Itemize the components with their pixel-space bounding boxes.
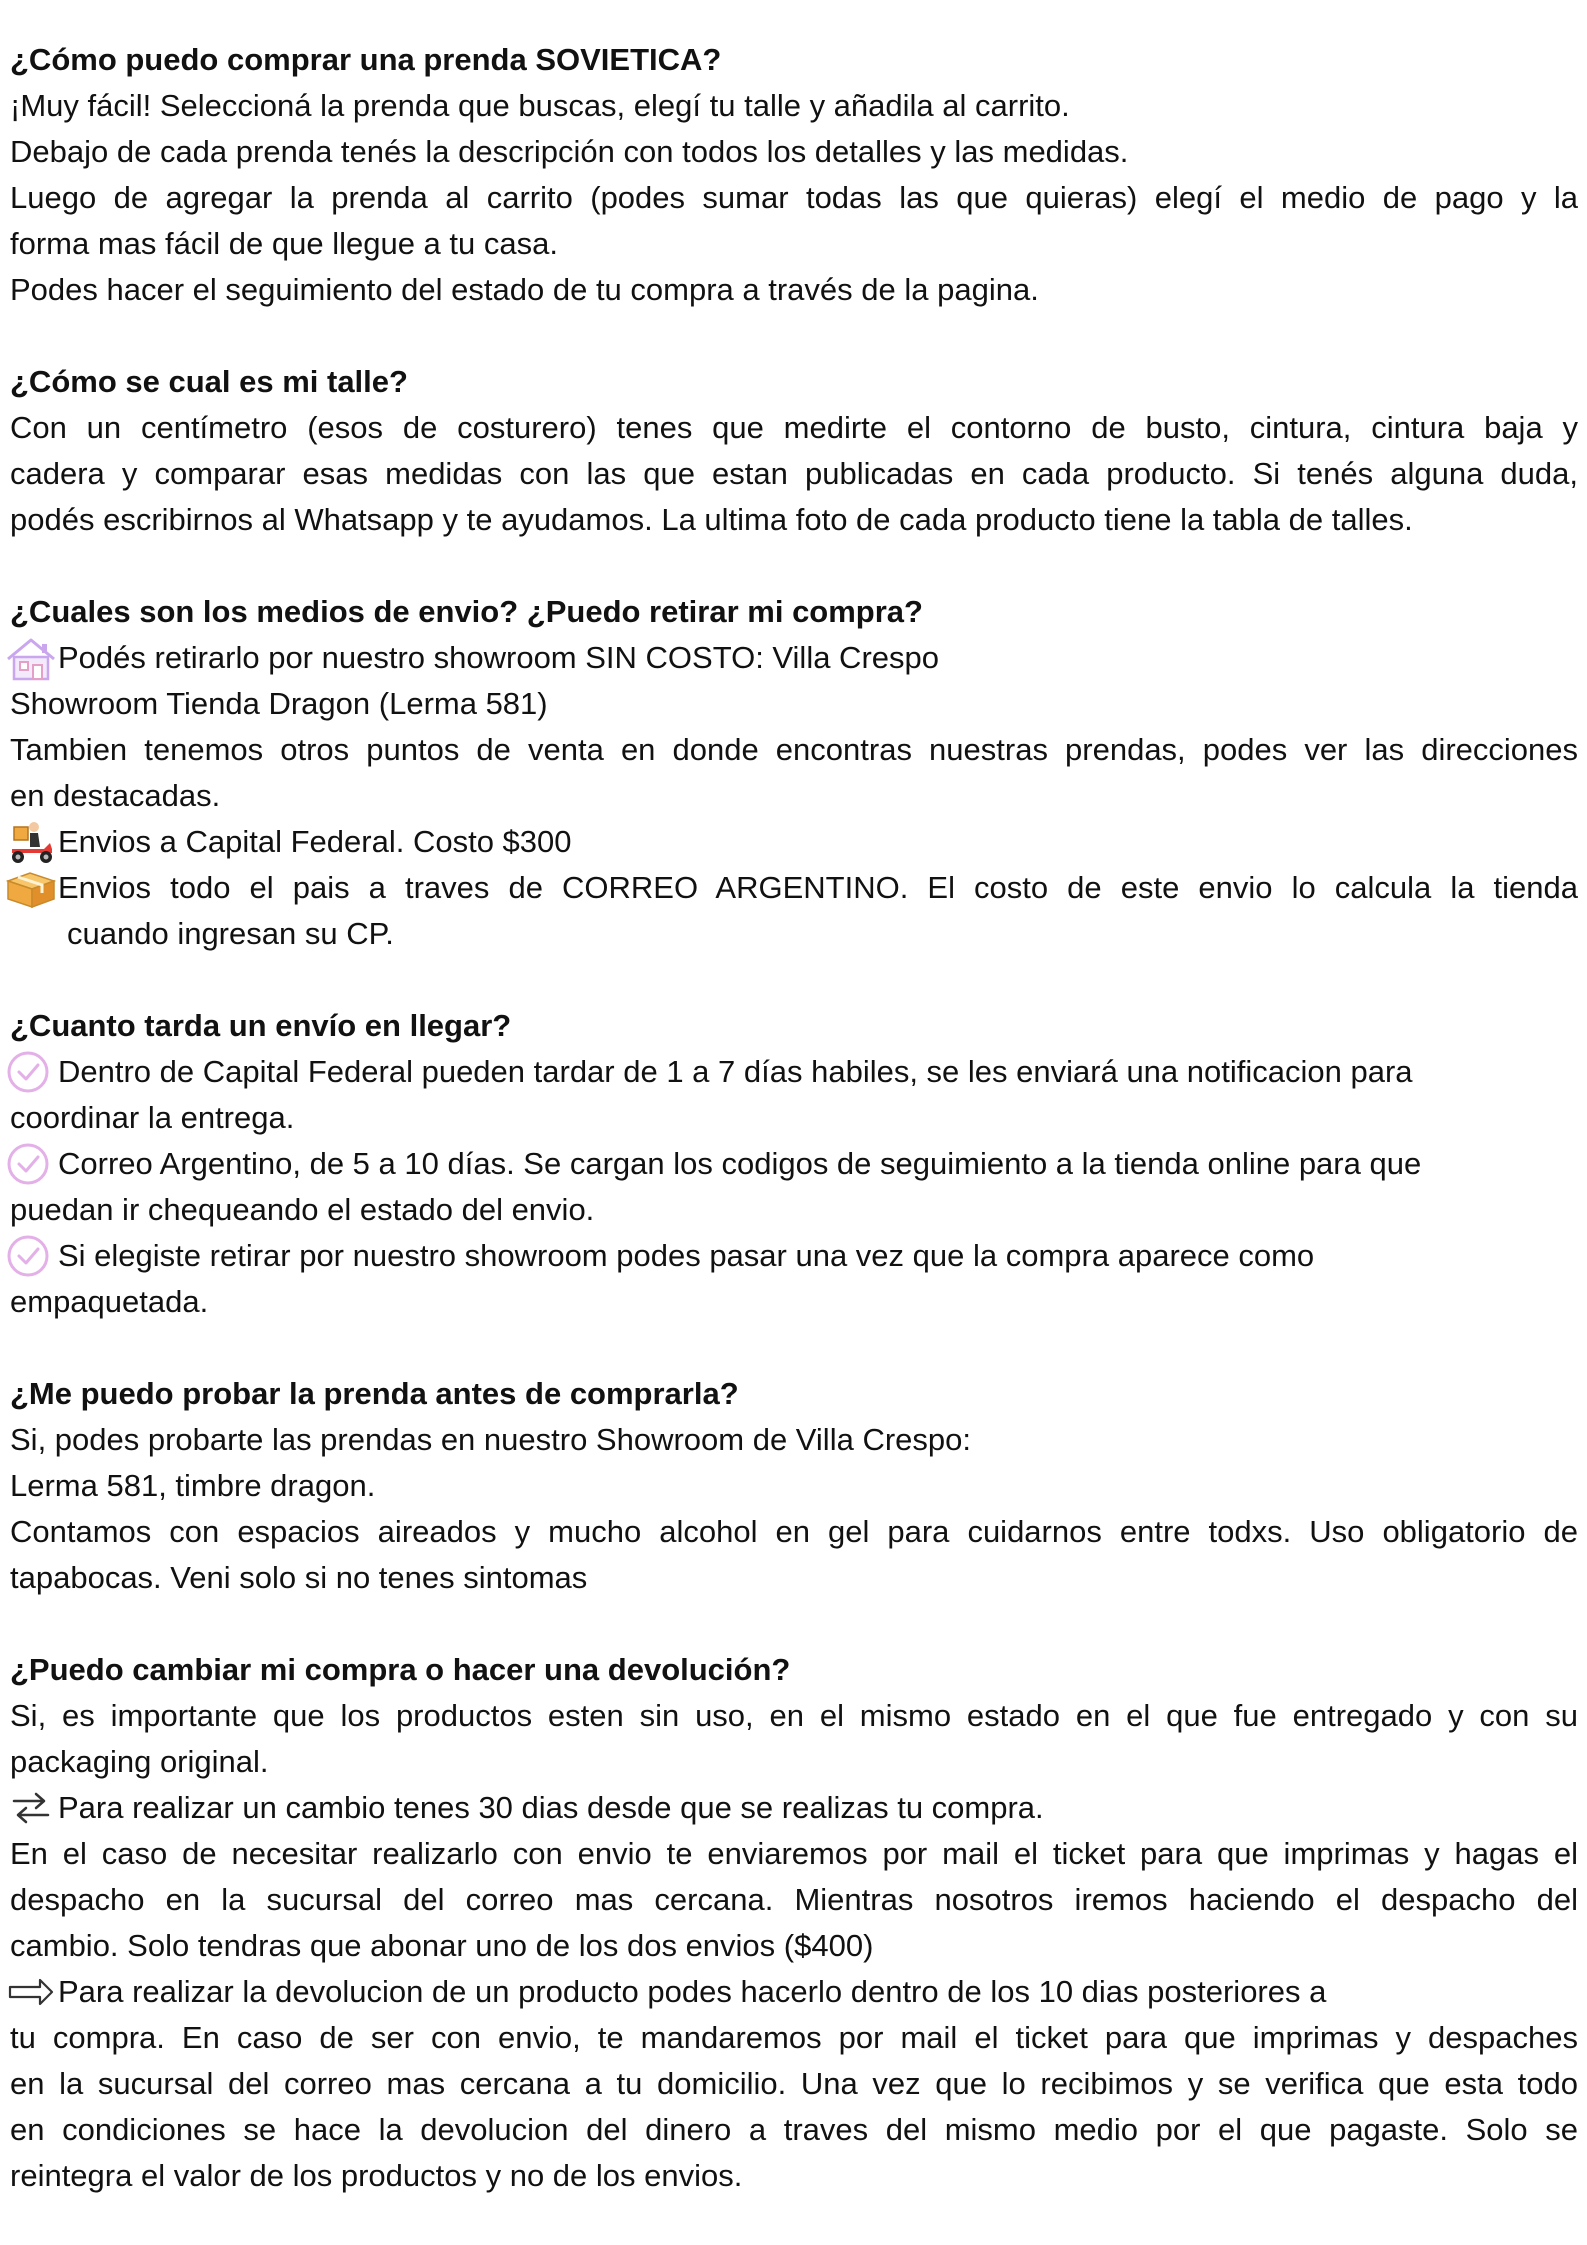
faq-question-title: ¿Puedo cambiar mi compra o hacer una devolución? (10, 1652, 791, 1687)
spacer (10, 543, 1578, 589)
faq-answer-line: Luego de agregar la prenda al carrito (podes sumar todas las que quieras) elegí el medio de pago y la (10, 180, 1578, 215)
faq-answer-line: podés escribirnos al Whatsapp y te ayudamos. La ultima foto de cada producto tiene la tabla de talles. (10, 502, 1413, 537)
faq-answer-line: Correo Argentino, de 5 a 10 días. Se cargan los codigos de seguimiento a la tienda online para que (58, 1146, 1422, 1181)
faq-answer-line: Con un centímetro (esos de costurero) tenes que medirte el contorno de busto, cintura, cintura baja y (10, 410, 1578, 445)
faq-answer-line: Si, es importante que los productos esten sin uso, en el mismo estado en el que fue entregado y con su (10, 1698, 1578, 1733)
faq-question-title: ¿Me puedo probar la prenda antes de comprarla? (10, 1376, 739, 1411)
faq-answer-line: Tambien tenemos otros puntos de venta en donde encontras nuestras prendas, podes ver las direcciones (10, 732, 1578, 767)
pickup-option (10, 635, 1578, 681)
return-arrow-icon (4, 1969, 58, 2015)
faq-answer-line: Si elegiste retirar por nuestro showroom podes pasar una vez que la compra aparece como (58, 1238, 1315, 1273)
house-icon (4, 635, 58, 681)
faq-answer-line: Podes hacer el seguimiento del estado de tu compra a través de la pagina. (10, 272, 1039, 307)
faq-answer-line: en condiciones se hace la devolucion del dinero a traves del mismo medio por el que pagaste. Solo se (10, 2112, 1578, 2147)
package-icon (4, 865, 58, 911)
spacer (10, 1325, 1578, 1371)
faq-answer-line: empaquetada. (10, 1284, 209, 1319)
faq-answer-line: packaging original. (10, 1744, 269, 1779)
faq-answer-line: Para realizar un cambio tenes 30 dias desde que se realizas tu compra. (58, 1790, 1044, 1825)
faq-answer-line: forma mas fácil de que llegue a tu casa. (10, 226, 558, 261)
faq-answer-line: tu compra. En caso de ser con envio, te mandaremos por mail el ticket para que imprimas y despaches (10, 2020, 1578, 2055)
return-policy (10, 1969, 1578, 2015)
faq-answer-line: ¡Muy fácil! Seleccioná la prenda que buscas, elegí tu talle y añadila al carrito. (10, 88, 1070, 123)
faq-question-title: ¿Cómo se cual es mi talle? (10, 364, 408, 399)
faq-answer-line: Dentro de Capital Federal pueden tardar de 1 a 7 días habiles, se les enviará una notificacion para (58, 1054, 1413, 1089)
exchange-policy (10, 1785, 1578, 1831)
faq-answer-line: Si, podes probarte las prendas en nuestro Showroom de Villa Crespo: (10, 1422, 971, 1457)
faq-answer-line: cambio. Solo tendras que abonar uno de los dos envios ($400) (10, 1928, 874, 1963)
faq-answer-line: En el caso de necesitar realizarlo con envio te enviaremos por mail el ticket para que imprimas y hagas el (10, 1836, 1578, 1871)
faq-answer-line: puedan ir chequeando el estado del envio. (10, 1192, 595, 1227)
faq-answer-line: Envios todo el pais a traves de CORREO ARGENTINO. El costo de este envio lo calcula la tienda (58, 870, 1578, 905)
faq-answer-line: Showroom Tienda Dragon (Lerma 581) (10, 686, 548, 721)
faq-question-title: ¿Cuales son los medios de envio? ¿Puedo retirar mi compra? (10, 594, 923, 629)
delivery-time-correo (10, 1141, 1578, 1187)
check-circle-icon (4, 1049, 58, 1095)
capital-shipping-option (10, 819, 1578, 865)
faq-answer-line: en la sucursal del correo mas cercana a tu domicilio. Una vez que lo recibimos y se verifica que esta todo (10, 2066, 1578, 2101)
delivery-time-showroom (10, 1233, 1578, 1279)
faq-answer-line: tapabocas. Veni solo si no tenes sintomas (10, 1560, 588, 1595)
spacer (10, 1601, 1578, 1647)
spacer (10, 957, 1578, 1003)
faq-answer-line: despacho en la sucursal del correo mas cercana. Mientras nosotros iremos haciendo el despacho del (10, 1882, 1578, 1917)
delivery-scooter-icon (4, 819, 58, 865)
check-circle-icon (4, 1233, 58, 1279)
faq-question-title: ¿Cuanto tarda un envío en llegar? (10, 1008, 512, 1043)
faq-answer-line: Lerma 581, timbre dragon. (10, 1468, 376, 1503)
faq-question-title: ¿Cómo puedo comprar una prenda SOVIETICA? (10, 42, 722, 77)
delivery-time-capital (10, 1049, 1578, 1095)
faq-answer-line: en destacadas. (10, 778, 221, 813)
national-shipping-option (10, 865, 1578, 911)
exchange-arrows-icon (4, 1785, 58, 1831)
check-circle-icon (4, 1141, 58, 1187)
faq-answer-line: Debajo de cada prenda tenés la descripción con todos los detalles y las medidas. (10, 134, 1129, 169)
faq-answer-line: cuando ingresan su CP. (67, 916, 394, 951)
faq-answer-line: Podés retirarlo por nuestro showroom SIN COSTO: Villa Crespo (58, 640, 939, 675)
faq-answer-line: reintegra el valor de los productos y no de los envios. (10, 2158, 743, 2193)
faq-answer-line: Para realizar la devolucion de un producto podes hacerlo dentro de los 10 dias posteriores a (58, 1974, 1327, 2009)
faq-answer-line: Envios a Capital Federal. Costo $300 (58, 824, 572, 859)
faq-document (10, 37, 1578, 2199)
faq-answer-line: coordinar la entrega. (10, 1100, 295, 1135)
spacer (10, 313, 1578, 359)
faq-answer-line: Contamos con espacios aireados y mucho alcohol en gel para cuidarnos entre todxs. Uso obligatorio de (10, 1514, 1578, 1549)
faq-answer-line: cadera y comparar esas medidas con las que estan publicadas en cada producto. Si tenés alguna duda, (10, 456, 1578, 491)
